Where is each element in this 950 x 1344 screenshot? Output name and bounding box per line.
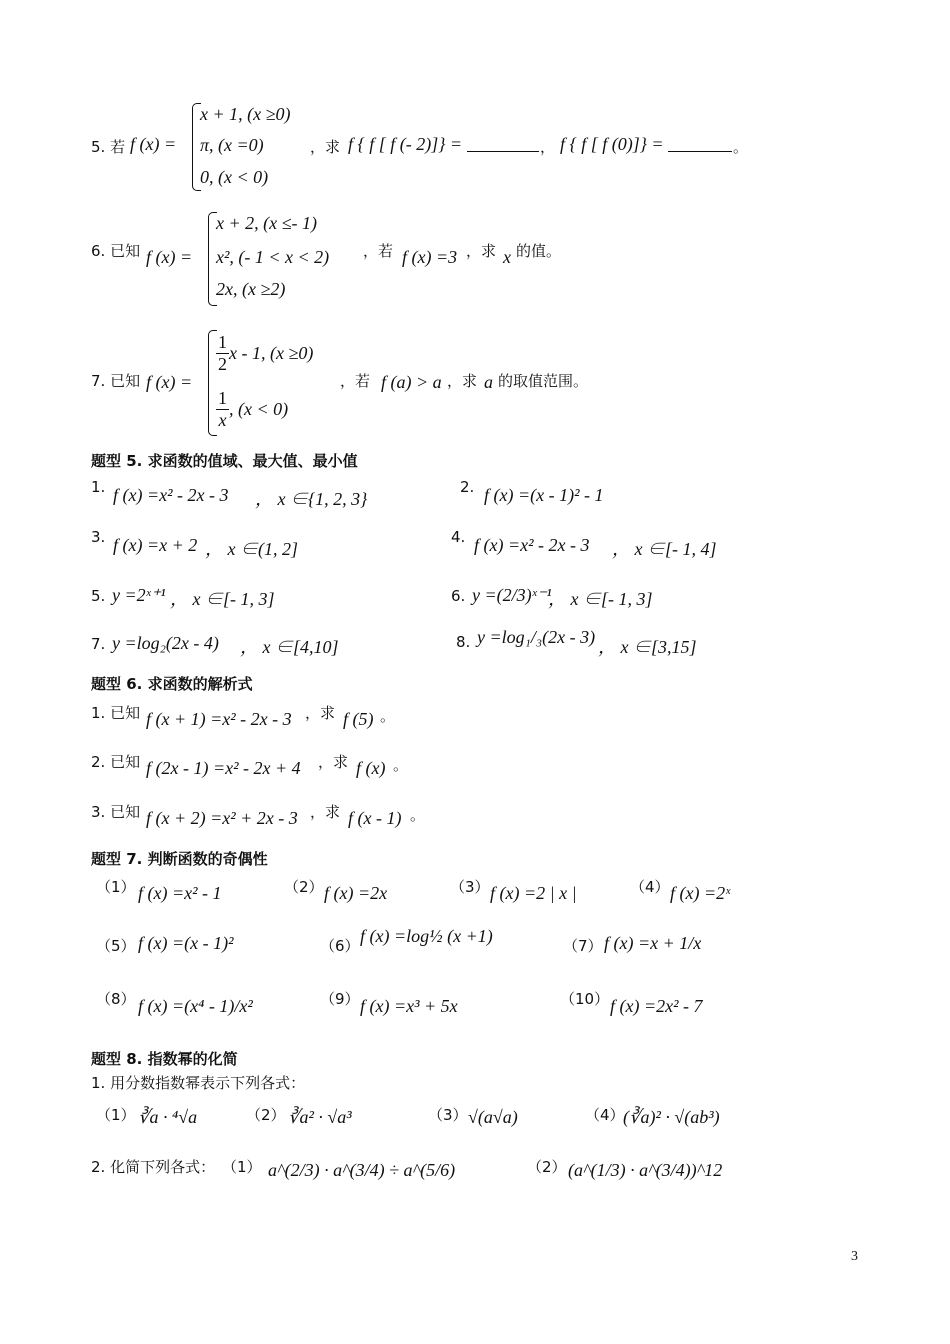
section-heading: 题型 8. 指数幂的化简 — [91, 1050, 238, 1068]
item-number: （1） — [96, 1106, 136, 1124]
item-number: （8） — [96, 990, 136, 1008]
problem-7-number: 7. 已知 — [91, 372, 141, 390]
case: π, (x =0) — [200, 135, 264, 155]
item-number: （1） — [96, 878, 136, 896]
item-number: （4） — [630, 878, 670, 896]
formula: f (2x - 1) =x² - 2x + 4 — [146, 758, 301, 778]
formula: f (x) =log½ (x +1) — [360, 926, 493, 946]
domain: ， x ∈(1, 2] — [205, 539, 298, 559]
text: ，若 — [340, 372, 371, 390]
item-number: 8. — [456, 633, 471, 651]
problem-5-number: 5. 若 — [91, 138, 126, 156]
question: 2. 化简下列各式： — [91, 1158, 216, 1176]
item-number: 7. — [91, 635, 106, 653]
text: 的值。 — [516, 242, 562, 260]
text: 。 — [380, 707, 396, 725]
variable: x — [503, 247, 511, 267]
expr: f { f [ f (0)]} = — [560, 134, 664, 154]
variable: a — [484, 372, 493, 392]
text: 的取值范围。 — [498, 372, 589, 390]
answer-blank[interactable] — [467, 134, 539, 152]
target: f (x) — [356, 758, 386, 778]
item-number: 3. 已知 — [91, 803, 141, 821]
item-number: （7） — [563, 937, 603, 955]
formula: f (x) =x² - 2x - 3 — [113, 485, 229, 505]
item-number: （1） — [222, 1158, 262, 1176]
domain: ， x ∈{1, 2, 3} — [255, 489, 368, 509]
case: 0, (x < 0) — [200, 167, 269, 187]
domain: ， x ∈[4,10] — [240, 637, 339, 657]
formula: f (x) =2x² - 7 — [610, 996, 703, 1016]
case: x + 2, (x ≤- 1) — [216, 213, 317, 233]
formula: f (x) =(x⁴ - 1)/x² — [138, 996, 253, 1016]
condition: f (x) =3 — [402, 247, 458, 267]
formula: a^(2/3) · a^(3/4) ÷ a^(5/6) — [268, 1160, 456, 1180]
domain: ， x ∈[- 1, 3] — [170, 589, 275, 609]
item-number: 5. — [91, 587, 106, 605]
formula: f (x) =(x - 1)² — [138, 933, 234, 953]
item-number: （4） — [585, 1106, 625, 1124]
formula: f (x + 1) =x² - 2x - 3 — [146, 709, 292, 729]
page-number: 3 — [851, 1249, 858, 1264]
target: f (5) — [343, 709, 374, 729]
item-number: 4. — [451, 528, 466, 546]
item-number: （2） — [284, 878, 324, 896]
text: 。 — [410, 806, 426, 824]
item-number: 2. — [460, 478, 475, 496]
formula: f (x) =x + 1/x — [604, 933, 702, 953]
formula: y =(2/3)ˣ⁻¹ — [472, 585, 552, 605]
case: 2x, (x ≥2) — [216, 279, 286, 299]
formula: √(a√a) — [468, 1107, 518, 1127]
formula: f (x) =x³ + 5x — [360, 996, 458, 1016]
item-number: （3） — [428, 1106, 468, 1124]
formula: ∛a · ⁴√a — [138, 1107, 198, 1127]
item-number: 3. — [91, 528, 106, 546]
answer-blank[interactable] — [668, 134, 732, 152]
text: ，若 — [363, 242, 394, 260]
target: f (x - 1) — [348, 808, 402, 828]
text: ， — [540, 138, 556, 156]
text: ，求 — [310, 803, 341, 821]
section-heading: 题型 6. 求函数的解析式 — [91, 675, 253, 693]
item-number: 2. 已知 — [91, 753, 141, 771]
formula: y =log₁/₃(2x - 3) — [477, 627, 596, 647]
fraction: $\frac{1}{x}$ — [218, 388, 227, 430]
text: ，求 — [305, 704, 336, 722]
formula: f (x + 2) =x² + 2x - 3 — [146, 808, 298, 828]
item-number: （5） — [96, 937, 136, 955]
item-number: 1. — [91, 478, 106, 496]
problem-7-fx: f (x) = — [146, 372, 193, 392]
section-heading: 题型 5. 求函数的值域、最大值、最小值 — [91, 452, 358, 470]
item-number: （6） — [320, 937, 360, 955]
domain: ， x ∈[- 1, 4] — [612, 539, 717, 559]
fraction: $\frac{1}{2}$ — [218, 332, 227, 374]
formula: ∛a² · √a³ — [288, 1107, 352, 1127]
formula: f (x) =x + 2 — [113, 535, 198, 555]
formula: (a^(1/3) · a^(3/4))^12 — [568, 1160, 723, 1180]
formula: f (x) =(x - 1)² - 1 — [484, 485, 604, 505]
item-number: 6. — [451, 587, 466, 605]
case: x², (- 1 < x < 2) — [216, 247, 330, 267]
condition: f (a) > a — [381, 372, 442, 392]
item-number: （2） — [527, 1158, 567, 1176]
formula: (∛a)² · √(ab³) — [623, 1107, 720, 1127]
expr: f { f [ f (- 2)]} = — [348, 134, 463, 154]
formula: y =log₂(2x - 4) — [112, 633, 219, 653]
problem-5-fx: f (x) = — [130, 134, 177, 154]
case-2: $\frac{1}{x}$ , (x < 0) — [218, 388, 289, 430]
problem-6-fx: f (x) = — [146, 247, 193, 267]
text: ，求 — [466, 242, 497, 260]
section-heading: 题型 7. 判断函数的奇偶性 — [91, 850, 268, 868]
formula: f (x) =x² - 2x - 3 — [474, 535, 590, 555]
text: 。 — [733, 138, 749, 156]
text: ，求 — [447, 372, 478, 390]
item-number: （3） — [450, 878, 490, 896]
text: ，求 — [318, 753, 349, 771]
text: 。 — [393, 756, 409, 774]
problem-6-number: 6. 已知 — [91, 242, 141, 260]
formula: f (x) =2 | x | — [490, 883, 577, 903]
formula: f (x) =2x — [324, 883, 388, 903]
formula: f (x) =2ˣ — [670, 883, 731, 903]
domain: ， x ∈[- 1, 3] — [548, 589, 653, 609]
case-1: $\frac{1}{2}$ x - 1, (x ≥0) — [218, 332, 314, 374]
question: 1. 用分数指数幂表示下列各式： — [91, 1074, 306, 1092]
domain: ， x ∈[3,15] — [598, 637, 697, 657]
item-number: 1. 已知 — [91, 704, 141, 722]
text: ，求 — [310, 138, 341, 156]
formula: f (x) =x² - 1 — [138, 883, 222, 903]
formula: y =2ˣ⁺¹ — [112, 585, 166, 605]
item-number: （10） — [560, 990, 610, 1008]
item-number: （2） — [246, 1106, 286, 1124]
item-number: （9） — [320, 990, 360, 1008]
case: x + 1, (x ≥0) — [200, 104, 291, 124]
